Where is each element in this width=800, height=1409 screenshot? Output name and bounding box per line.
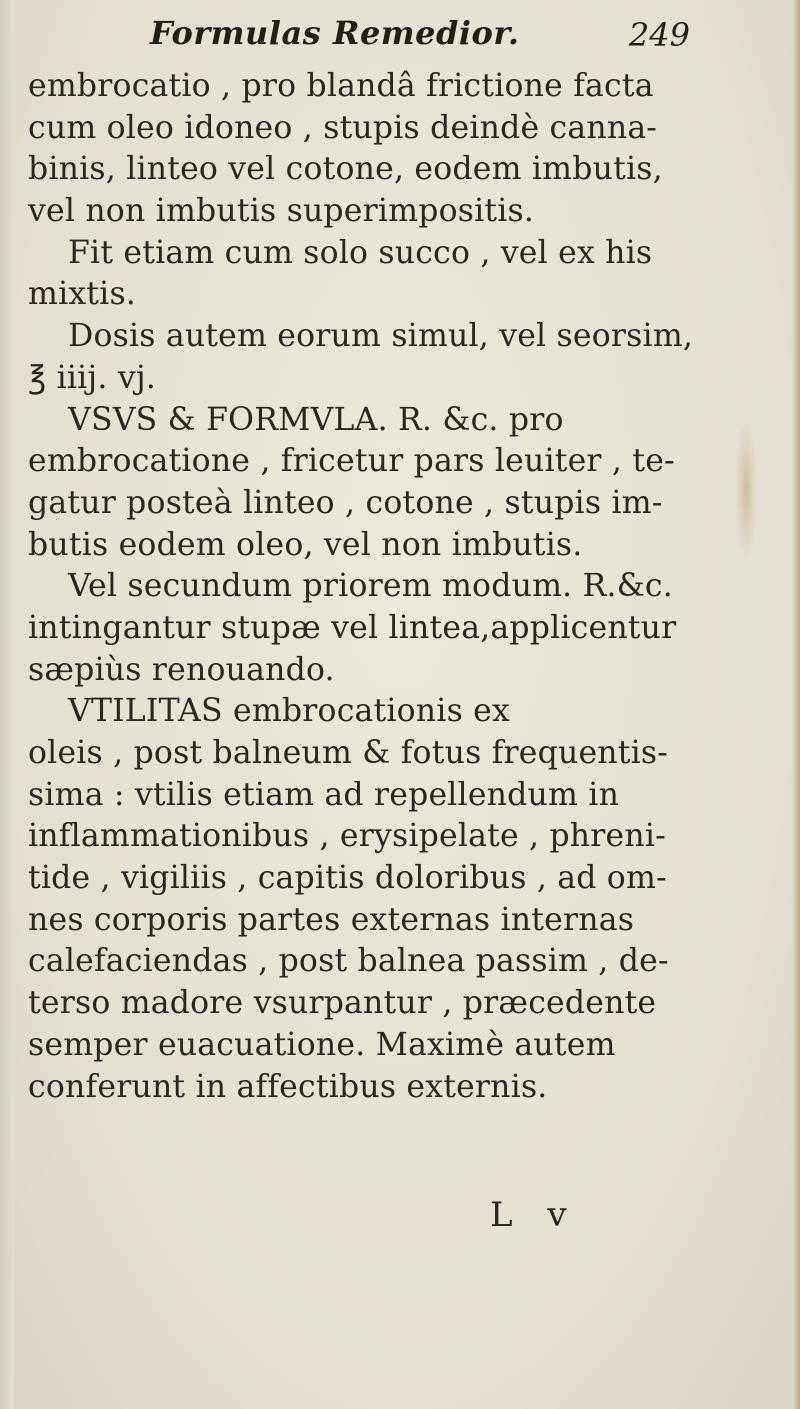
text-line: nes corporis partes externas internas xyxy=(28,901,635,938)
signature-mark: L v xyxy=(490,1195,579,1235)
text-line: butis eodem oleo, vel non imbutis. xyxy=(28,526,583,563)
text-line: intingantur stupæ vel lintea,applicentur xyxy=(28,609,677,646)
text-line: gatur posteà linteo , cotone , stupis im- xyxy=(28,484,663,521)
page-header xyxy=(150,14,690,64)
text-line: ℥ iiij. vj. xyxy=(28,359,157,396)
text-line: Fit etiam cum solo succo , vel ex his xyxy=(68,234,653,271)
text-line: calefaciendas , post balnea passim , de- xyxy=(28,943,669,980)
section-heading-usus: VSVS & FORMVLA. R. &c. pro xyxy=(68,401,564,438)
page-edge xyxy=(792,0,800,1409)
text-line: conferunt in affectibus externis. xyxy=(28,1068,548,1105)
page-gutter xyxy=(0,0,14,1409)
text-line: embrocatione , fricetur pars leuiter , te- xyxy=(28,443,675,480)
section-heading-utilitas: VTILITAS embrocationis ex xyxy=(68,693,510,730)
text-line: embrocatio , pro blandâ frictione facta xyxy=(28,68,654,104)
text-line: Vel secundum priorem modum. R.&c. xyxy=(68,568,673,605)
page-number: 249 xyxy=(628,16,690,54)
text-line: binis, linteo vel cotone, eodem imbutis, xyxy=(28,151,663,188)
text-line: cum oleo idoneo , stupis deindè canna- xyxy=(28,109,658,146)
text-line: vel non imbutis superimpositis. xyxy=(28,193,535,230)
body-text xyxy=(28,66,694,1108)
text-line: oleis , post balneum & fotus frequentis- xyxy=(28,735,669,771)
text-line: sæpiùs renouando. xyxy=(28,651,335,688)
text-line: inflammationibus , erysipelate , phreni- xyxy=(28,818,666,855)
text-line: Dosis autem eorum simul, vel seorsim, xyxy=(68,318,694,355)
running-title: Formulas Remedior. xyxy=(150,14,520,52)
paper-stain xyxy=(735,420,757,560)
text-line: terso madore vsurpantur , præcedente xyxy=(28,985,657,1022)
text-line: sima : vtilis etiam ad repellendum in xyxy=(28,776,620,813)
text-line: tide , vigiliis , capitis doloribus , ad om- xyxy=(28,860,667,897)
text-line: semper euacuatione. Maximè autem xyxy=(28,1026,616,1063)
text-line: mixtis. xyxy=(28,276,137,313)
